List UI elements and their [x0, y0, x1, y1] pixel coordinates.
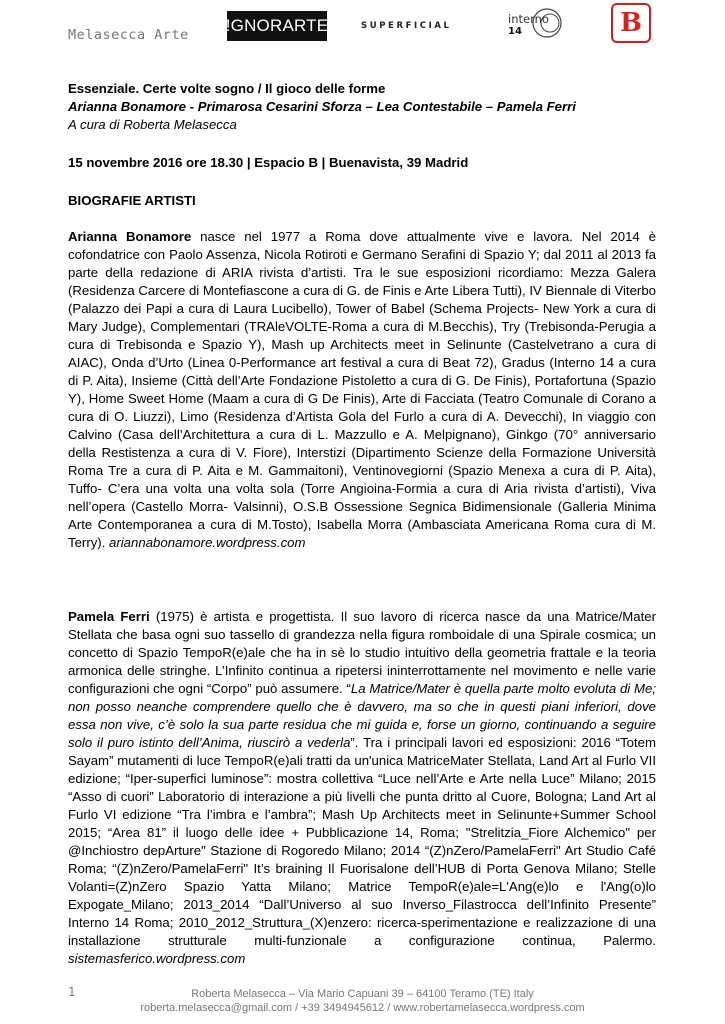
- bio-text: ”. Tra i principali lavori ed esposizioni: 2016 “Totem Sayam” mutamenti di luce TempoR(e)ali tratti da un'unica MatriceMater Stellata, Land Art al Furlo VII edizione; “Iper-superfici luminose: [68, 735, 656, 786]
- exhibition-title: Essenziale. Certe volte sogno / Il gioco delle forme: [68, 81, 386, 96]
- espacio-b-letter: B: [620, 8, 642, 38]
- artist-name: Pamela Ferri: [68, 609, 150, 624]
- brand-name: Melasecca Arte: [68, 27, 189, 43]
- footer-address: Roberta Melasecca – Via Mario Capuani 39 – 64100 Teramo (TE) Italy: [191, 988, 534, 1000]
- footer-contacts: roberta.melasecca@gmail.com / +39 3494945612 / www.robertamelasecca.wordpress.com: [140, 1002, 585, 1014]
- bio-quote: La Matrice/Mater è quella parte molto evoluta di Me; non posso neanche comprendere quello che è davvero, ma so che in questi piani inferiori, dove essa non vive, c’è solo la sua parte residua che mi guida e, forse un giorno, continuando a seguire solo il puro istinto dell’Anima, riuscirò a vederla: [68, 681, 656, 750]
- interno-logo-word: interno: [508, 12, 549, 26]
- ignorarte-logo: !GNORARTE: [227, 11, 327, 41]
- artists-line: Arianna Bonamore - Primarosa Cesarini Sforza – Lea Contestabile – Pamela Ferri: [68, 99, 576, 114]
- bio-text: ” Laboratorio di interazione a più livelli che punta dritto al Cuore, Bologna; Land Art al Furlo VI edizione “Tra l’imbra e l’ambra”; Mash Up Architects meet in Selinunte+Summer School 2015; “Area 81” il luogo delle idee + Pubblicazione 14, Roma; "Strelitzia_Fiore Alchemico" per @Inchiostro depArture" Stazione di Rogoredo Milano; 2014 “(Z)nZero/PamelaFerri" Art Studio Café Roma; “(Z)nZero/PamelaFerri" It’s braining Il Fuorisalone dell’HUB di Porta Genova Milano; Stelle Volanti=(Z)nZero Spazio Yatta Milano; Matrice TempoR(e)ale=L'Ang(e)lo e l'Ang(o)lo Expogate_Milano; 2013_2014 “Dall’Universo al suo Inverso_Filastrocca dell’Infinito Presente” Interno 14 Roma; 2010_2012_Struttura_(X)enzero: ricerca-sperimentazione e realizzazione di una installazione strutturale multi-funzionale a configurazione continua, Palermo.: [68, 789, 656, 948]
- event-details: 15 novembre 2016 ore 18.30 | Espacio B | Buenavista, 39 Madrid: [68, 155, 469, 170]
- bio-text: (1975) è artista e progettista. Il suo lavoro di ricerca nasce da una Matrice/Mater Stellata che basa ogni suo tassello di grandezza nella figura romboidale di una Spirale cosmica; un concetto di Spazio TempoR(e)ale che ha in sè lo studio intuitivo della geometria frattale e la teoria armonica delle stringhe. L’Infinito continua a ripetersi ininterrottamente nel movimento e nelle varie configurazioni che ogni “Corpo” può assumere. “: [68, 609, 656, 696]
- page-number: 1: [68, 985, 76, 999]
- bio-text: nasce nel 1977 a Roma dove attualmente vive e lavora. Nel 2014 è cofondatrice con Paolo Assenza, Nicola Rotiroti e Germano Serafini di Spazio Y; dal 2011 al 2013 fa parte della redazione di ARIA rivista d’artisti. Tra le sue esposizioni ricordiamo: Mezza Galera (Residenza Carcere di Montefiascone a cura di G. de Finis e Arte Libera Tutti), IV Biennale di Viterbo (Palazzo dei Papi a cura di Laura Lucibello), Tower of Babel (Schema Projects- New York a cura di Mary Judge), Complementari (TRAleVOLTE-Roma a cura di M.Becchis), Try (Trebisonda-Perugia a cura di Trebisonda e Spazio Y), Mash up Architects meet in Selinunte (Castelvetrano a cura di AIAC), Onda d’Urto (Linea 0-Performance art festival a cura di Beat 72), Gradus (Interno 14 a cura di P. Aita), Insieme (Città dell’Arte Fondazione Pistoletto a cura di G. De Finis), Portafortuna (Spazio Y), Home Sweet Home (Maam a cura di G De Finis), Arte di Facciata (Teatro Comunale di Corano a cura di O. Liuzzi), Limo (Residenza d’Artista Gola del Furlo a cura di A. Devecchi), In viaggio con Calvino (Casa dell’Architettura a cura di L. Mazzullo e A. Melpignano), Ginkgo (70° anniversario della Restistenza a cura di V. Fiore), Interstizi (Dipartimento Scienze della Formazione Università Roma Tre a cura di P. Aita e M. Gammaitoni), Ventinovegiorni (Spazio Menexa a cura di P. Aita), Tuffo- C’era una volta una volta sola (Torre Angioina-Formia a cura di Aria rivista d’artisti), Viva nell’opera (Castello Morra- Valsinni), O.S.B Ossessione Segnica Bidimensionale (Galleria Minima Arte Contemporanea a cura di M.Tosto), Isabella Morra (Ambasciata Americana Roma cura di M. Terry).: [68, 229, 657, 550]
- interno-logo-number: 14: [508, 26, 522, 37]
- bio-pamela-ferri: [68, 608, 656, 968]
- bio-arianna-bonamore: [68, 228, 656, 552]
- section-heading: BIOGRAFIE ARTISTI: [68, 193, 196, 208]
- page-footer: [0, 982, 725, 1022]
- page-header: [0, 0, 725, 56]
- artist-website-link[interactable]: sistemasferico.wordpress.com: [68, 951, 246, 966]
- document-body: [68, 80, 656, 968]
- curator-line: A cura di Roberta Melasecca: [68, 117, 237, 132]
- bio-text: ”: mostra collettiva “Luce nell’Arte e Arte nella Luce” Milano; 2015 “Asso di cuori: [68, 771, 656, 804]
- espacio-b-logo: [611, 3, 651, 43]
- superficial-logo: SUPERFICIAL: [361, 21, 452, 31]
- interno-14-logo: [505, 4, 565, 44]
- artist-website-link[interactable]: ariannabonamore.wordpress.com: [109, 535, 306, 550]
- artist-name: Arianna Bonamore: [68, 229, 192, 244]
